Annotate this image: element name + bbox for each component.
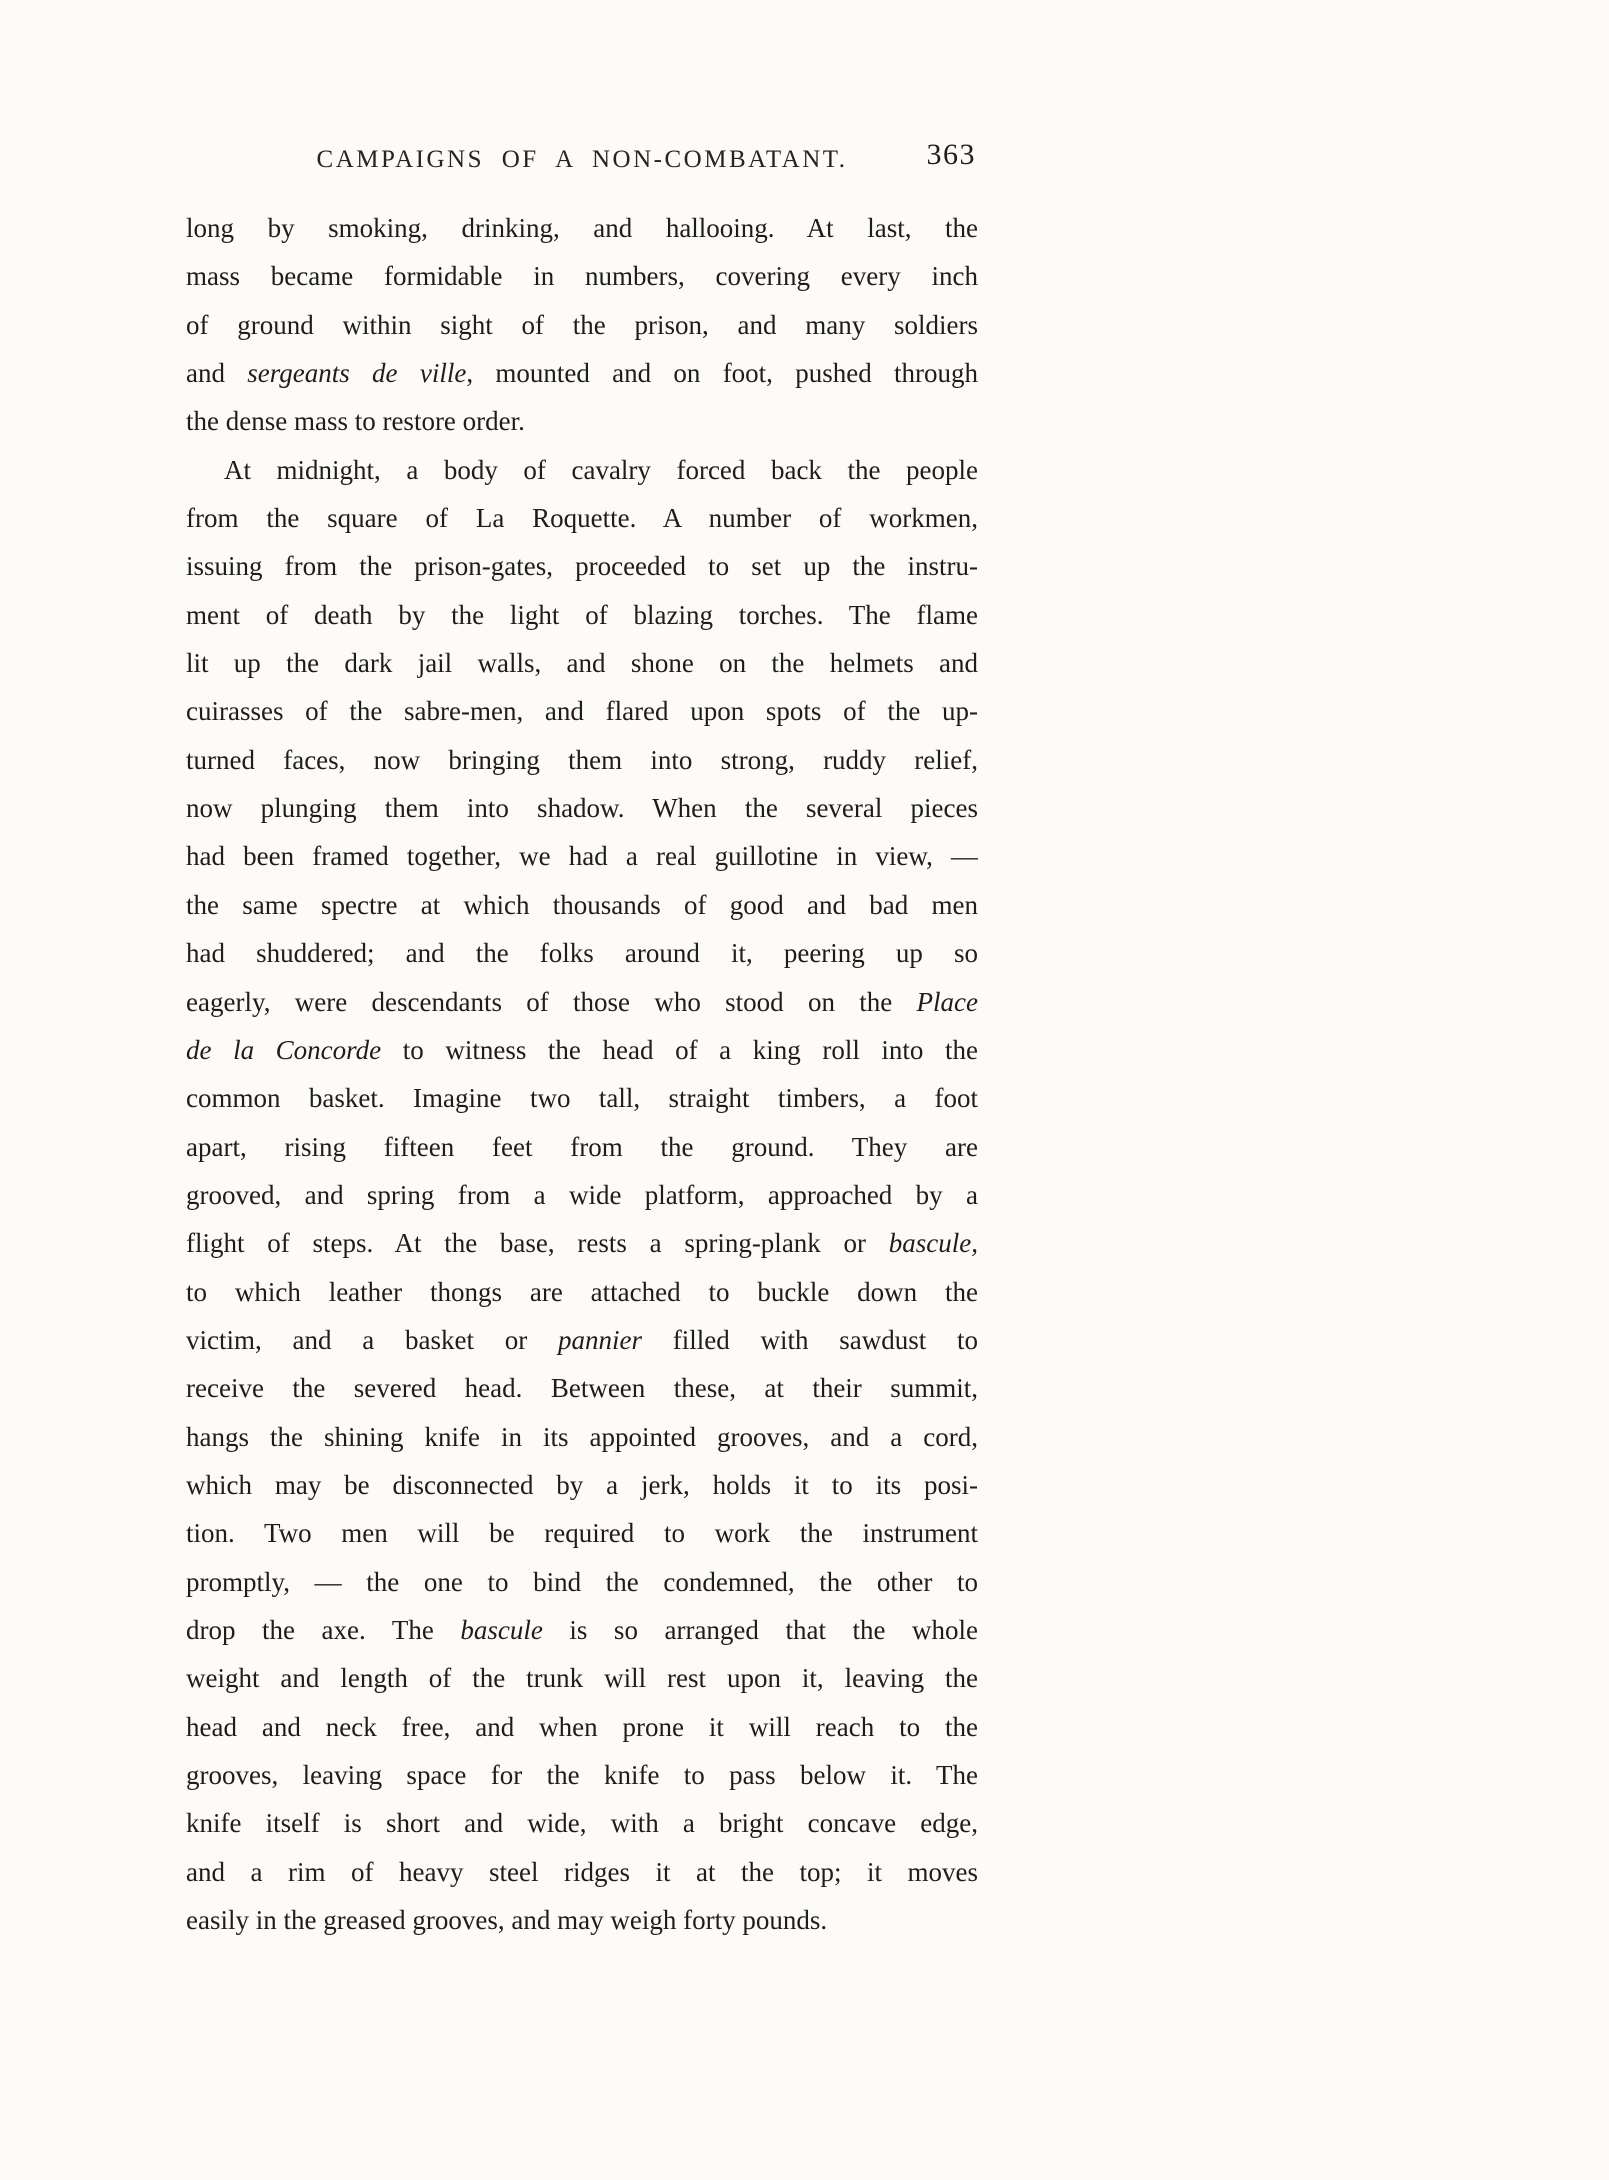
text-line [186, 784, 978, 832]
text-segment: weight and length of the trunk will rest upon it, leaving the [186, 1663, 978, 1694]
text-segment: long by smoking, drinking, and hallooing. At last, the [186, 213, 978, 243]
text-line [186, 301, 978, 349]
text-segment: Place [916, 986, 978, 1017]
text-line [186, 736, 978, 784]
text-line [186, 639, 978, 687]
text-segment: de la Concorde [186, 1034, 382, 1065]
paragraph [186, 204, 978, 446]
text-segment: had shuddered; and the folks around it, peering up so [186, 938, 978, 969]
text-line [186, 1896, 978, 1944]
text-block [186, 138, 978, 1944]
text-segment: filled with sawdust to [641, 1324, 978, 1355]
text-segment: receive the severed head. Between these, at their summit, [186, 1373, 978, 1404]
text-segment: promptly, — the one to bind the condemned, the other to [186, 1566, 978, 1597]
text-line [186, 1509, 978, 1557]
text-segment: now plunging them into shadow. When the several pieces [186, 793, 978, 824]
text-line [186, 1123, 978, 1171]
text-segment: bascule, [888, 1228, 978, 1259]
text-segment: knife itself is short and wide, with a bright concave edge, [186, 1808, 978, 1839]
text-segment: issuing from the prison-gates, proceeded to set up the instru- [186, 551, 978, 582]
text-segment: pannier [557, 1324, 642, 1355]
text-segment: lit up the dark jail walls, and shone on the helmets and [186, 648, 978, 679]
text-line [186, 542, 978, 590]
text-segment: is so arranged that the whole [542, 1614, 978, 1645]
page-header [186, 138, 978, 178]
text-segment: to which leather thongs are attached to buckle down the [186, 1276, 978, 1307]
text-line [186, 1703, 978, 1751]
text-segment: At midnight, a body of cavalry forced back the people [224, 454, 978, 485]
text-line [186, 1268, 978, 1316]
text-line [186, 397, 978, 445]
text-segment: easily in the greased grooves, and may weigh forty pounds. [186, 1905, 828, 1936]
text-line [186, 1654, 978, 1702]
text-segment: turned faces, now bringing them into strong, ruddy relief, [186, 744, 978, 775]
text-line [186, 1074, 978, 1122]
text-line [186, 591, 978, 639]
text-segment: which may be disconnected by a jerk, holds it to its posi- [186, 1469, 978, 1500]
text-line [186, 1413, 978, 1461]
text-line [186, 1799, 978, 1847]
text-line [186, 1461, 978, 1509]
text-segment: mass became formidable in numbers, covering every inch [186, 261, 978, 292]
text-segment: victim, and a basket or [186, 1324, 558, 1355]
text-segment: of ground within sight of the prison, and many soldiers [186, 309, 978, 340]
text-segment: head and neck free, and when prone it will reach to the [186, 1711, 978, 1742]
text-segment: to witness the head of a king roll into the [381, 1034, 978, 1065]
text-line [186, 881, 978, 929]
text-segment: hangs the shining knife in its appointed grooves, and a cord, [186, 1421, 978, 1452]
text-segment: apart, rising fifteen feet from the ground. They are [186, 1131, 978, 1162]
running-header-title: CAMPAIGNS OF A NON-COMBATANT. [316, 146, 848, 173]
text-segment: ment of death by the light of blazing torches. The flame [186, 599, 978, 630]
text-line [186, 1606, 978, 1654]
text-segment: the same spectre at which thousands of good and bad men [186, 889, 978, 920]
text-segment: sergeants de ville [247, 358, 467, 389]
text-segment: grooves, leaving space for the knife to pass below it. The [186, 1760, 978, 1790]
body-text [186, 204, 978, 1944]
text-line [186, 204, 978, 252]
page-number: 363 [926, 138, 976, 171]
text-segment: and a rim of heavy steel ridges it at the top; it moves [186, 1856, 978, 1887]
text-segment: had been framed together, we had a real guillotine in view, — [186, 841, 978, 872]
text-segment: eagerly, were descendants of those who stood on the [186, 986, 917, 1017]
text-segment: and [186, 358, 248, 389]
text-line [186, 349, 978, 397]
text-line [186, 1171, 978, 1219]
text-line [186, 687, 978, 735]
text-segment: from the square of La Roquette. A number of workmen, [186, 503, 978, 534]
text-segment: drop the axe. The [186, 1614, 461, 1645]
paragraph [186, 446, 978, 1945]
text-segment: common basket. Imagine two tall, straight timbers, a foot [186, 1083, 978, 1114]
text-line [186, 1558, 978, 1606]
text-line [186, 1364, 978, 1412]
text-segment: tion. Two men will be required to work the instrument [186, 1518, 978, 1549]
text-line [186, 1219, 978, 1267]
text-line [186, 494, 978, 542]
text-line [186, 929, 978, 977]
text-line [186, 446, 978, 494]
text-segment: grooved, and spring from a wide platform, approached by a [186, 1179, 978, 1210]
text-segment: flight of steps. At the base, rests a spring-plank or [186, 1228, 889, 1259]
text-line [186, 1848, 978, 1896]
text-segment: cuirasses of the sabre-men, and flared upon spots of the up- [186, 696, 978, 727]
text-line [186, 978, 978, 1026]
text-line [186, 832, 978, 880]
text-segment: , mounted and on foot, pushed through [466, 358, 978, 389]
text-line [186, 1316, 978, 1364]
text-segment: bascule [460, 1614, 543, 1645]
text-line [186, 1751, 978, 1799]
text-line [186, 252, 978, 300]
text-line [186, 1026, 978, 1074]
text-segment: the dense mass to restore order. [186, 406, 525, 437]
